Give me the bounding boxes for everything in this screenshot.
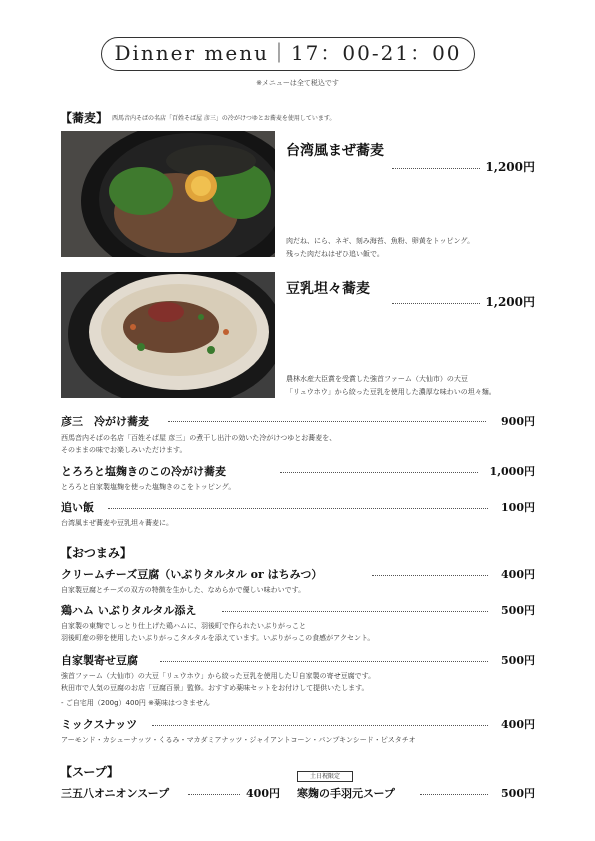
dot-leader — [280, 472, 478, 473]
menu-item-desc: 羽後町産の卵を使用したいぶりがっこタルタルを添えています。いぶりがっこの食感がアクセント。 — [61, 634, 375, 642]
featured-item-price: 1,200円 — [485, 160, 535, 174]
menu-title: Dinner menu｜17：00-21：00 — [101, 37, 475, 71]
menu-item-price: 1,000円 — [489, 465, 535, 478]
featured-item-price: 1,200円 — [485, 295, 535, 309]
menu-item-desc: アーモンド・カシューナッツ・くるみ・マカダミアナッツ・ジャイアントコーン・パンプキンシード・ピスタチオ — [61, 736, 416, 744]
soba-heading: 【蕎麦】 — [60, 111, 109, 125]
menu-item-price: 500円 — [501, 787, 535, 800]
dot-leader — [420, 794, 488, 795]
menu-item-name: ミックスナッツ — [61, 718, 138, 731]
menu-item-price: 100円 — [501, 501, 535, 514]
otsumami-heading: 【おつまみ】 — [60, 546, 132, 560]
soba-description: 西馬音内そばの名店「百姓そば屋 彦三」の冷がけつゆとお蕎麦を使用しています。 — [112, 115, 336, 122]
featured-item-desc: 残った肉だねはぜひ追い飯で。 — [286, 250, 384, 258]
dot-leader — [108, 508, 488, 509]
dot-leader — [392, 303, 480, 304]
menu-item-desc: そのままの味でお楽しみいただけます。 — [61, 446, 187, 454]
menu-item-name: 寒麹の手羽元スープ — [297, 787, 395, 800]
featured-item-name: 台湾風まぜ蕎麦 — [286, 143, 384, 159]
menu-item-name: 彦三 冷がけ蕎麦 — [61, 415, 149, 428]
soup-heading: 【スープ】 — [60, 765, 119, 779]
featured-item-desc: 「リュウホウ」から絞った豆乳を使用した濃厚な味わいの坦々麺。 — [286, 388, 496, 396]
taiwan-mazesoba-photo — [61, 131, 275, 257]
menu-item-name: 鶏ハム いぶりタルタル添え — [61, 604, 197, 617]
menu-item-price: 400円 — [246, 787, 280, 800]
menu-item-name: 追い飯 — [61, 501, 94, 514]
featured-item-desc: 肉だね、にら、ネギ、刻み海苔、魚粉、卵黄をトッピング。 — [286, 237, 475, 245]
menu-item-desc: 秋田市で人気の豆腐のお店「豆腐百景」監修。おすすめ薬味セットをお付けして提供いたします。 — [61, 684, 369, 692]
menu-item-price: 500円 — [501, 604, 535, 617]
menu-item-price: 400円 — [501, 718, 535, 731]
dot-leader — [168, 421, 486, 422]
soymilk-tantan-photo — [61, 272, 275, 398]
menu-item-price: 900円 — [501, 415, 535, 428]
weekend-only-badge: 土日祝限定 — [297, 771, 353, 782]
dot-leader — [222, 611, 488, 612]
dot-leader — [152, 725, 488, 726]
menu-item-desc: 台湾風まぜ蕎麦や豆乳坦々蕎麦に。 — [61, 519, 173, 527]
featured-item-desc: 農林水産大臣賞を受賞した強首ファーム（大仙市）の大豆 — [286, 375, 468, 383]
tax-note: ※メニューは全て税込です — [256, 79, 339, 87]
menu-item-name: 自家製寄せ豆腐 — [61, 654, 138, 667]
menu-item-desc: 自家製の東麹でしっとり仕上げた鶏ハムに、羽後町で作られたいぶりがっこと — [61, 622, 306, 630]
menu-item-name: とろろと塩麹きのこの冷がけ蕎麦 — [61, 465, 226, 478]
menu-item-desc: 自家製豆腐とチーズの双方の特徴を生かした、なめらかで優しい味わいです。 — [61, 586, 306, 594]
menu-item-name: クリームチーズ豆腐（いぶりタルタル or はちみつ） — [61, 568, 323, 581]
dot-leader — [372, 575, 488, 576]
menu-item-desc: 強首ファーム（大仙市）の大豆「リュウホウ」から絞った豆乳を使用したＵ自家製の寄せ豆腐です。 — [61, 672, 376, 680]
menu-item-price: 500円 — [501, 654, 535, 667]
takeout-note: - ご自宅用（200g）400円 ※薬味はつきません — [61, 699, 211, 707]
dot-leader — [392, 168, 480, 169]
menu-item-name: 三五八オニオンスープ — [61, 787, 170, 800]
menu-item-desc: 西馬音内そばの名店「百姓そば屋 彦三」の煮干し出汁の効いた冷がけつゆとお蕎麦を、 — [61, 434, 337, 442]
dot-leader — [188, 794, 240, 795]
menu-item-desc: とろろと自家製塩麹を使った塩麹きのこをトッピング。 — [61, 483, 236, 491]
menu-item-price: 400円 — [501, 568, 535, 581]
dot-leader — [160, 661, 488, 662]
featured-item-name: 豆乳坦々蕎麦 — [286, 281, 370, 297]
